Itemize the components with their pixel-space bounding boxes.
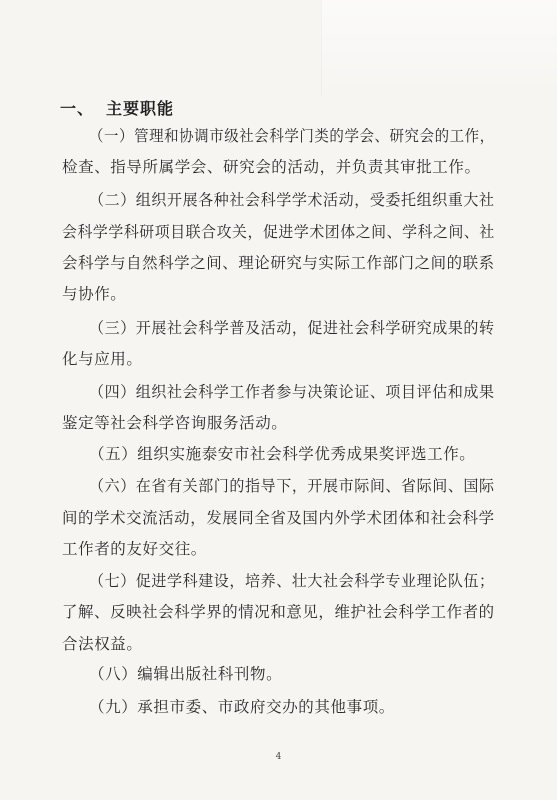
section-number: 一、 <box>60 99 95 118</box>
text-line: （三）开展社会科学普及活动，促进社会科学研究成果的转 <box>89 319 495 337</box>
text-line: （六）在省有关部门的指导下，开展市际间、省际间、国际 <box>89 477 495 495</box>
section-heading <box>60 96 174 119</box>
text-line: （一）管理和协调市级社会科学门类的学会、研究会的工作， <box>89 127 495 145</box>
text-line: 工作者的友好交往。 <box>62 540 207 558</box>
text-line: 间的学术交流活动，发展同全省及国内外学术团体和社会科学 <box>62 509 495 527</box>
text-line: （二）组织开展各种社会科学学术活动，受委托组织重大社 <box>89 191 495 209</box>
text-line: 化与应用。 <box>62 350 143 368</box>
text-line: 合法权益。 <box>62 635 143 653</box>
section-title: 主要职能 <box>106 99 175 118</box>
scan-artifact <box>321 0 557 95</box>
text-line: 与协作。 <box>62 285 127 303</box>
text-line: 检查、指导所属学会、研究会的活动，并负责其审批工作。 <box>62 158 481 176</box>
text-line: 会科学学科研项目联合攻关，促进学术团体之间、学科之间、社 <box>62 223 495 241</box>
text-line: （九）承担市委、市政府交办的其他事项。 <box>89 698 395 716</box>
text-line: （四）组织社会科学工作者参与决策论证、项目评估和成果 <box>89 383 495 401</box>
text-line: （七）促进学科建设，培养、壮大社会科学专业理论队伍； <box>89 572 495 590</box>
text-line: （五）组织实施泰安市社会科学优秀成果奖评选工作。 <box>89 445 476 463</box>
text-line: 鉴定等社会科学咨询服务活动。 <box>62 414 288 432</box>
text-line: （八）编辑出版社科刊物。 <box>89 665 283 683</box>
text-line: 会科学与自然科学之间、理论研究与实际工作部门之间的联系 <box>62 254 495 272</box>
text-line: 了解、反映社会科学界的情况和意见，维护社会科学工作者的 <box>62 603 495 621</box>
page-number: 4 <box>275 752 282 762</box>
